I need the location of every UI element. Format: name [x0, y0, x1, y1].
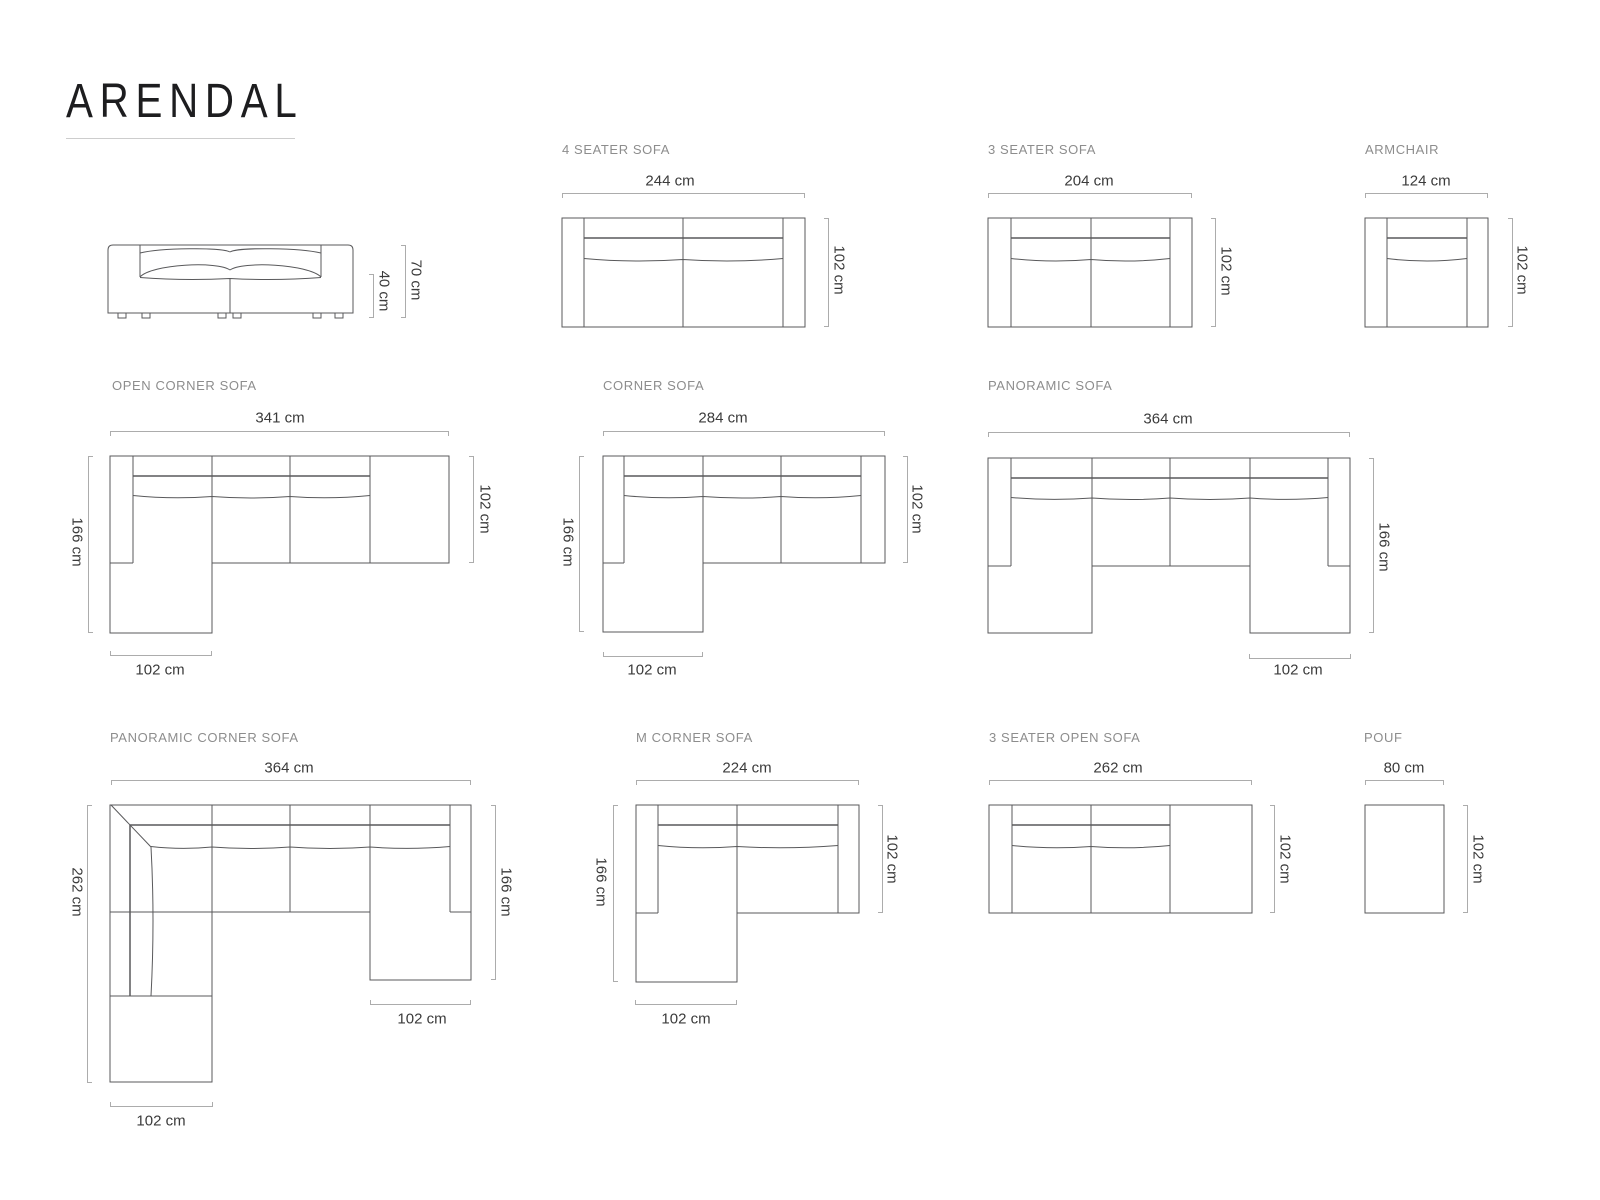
four-seater-title: 4 SEATER SOFA [562, 142, 670, 157]
open-corner-sofa-drawing [110, 456, 449, 633]
side-view-seat-height-label: 40 cm [375, 270, 393, 312]
panoramic-title: PANORAMIC SOFA [988, 378, 1113, 393]
four-seater-depth-label: 102 cm [830, 245, 848, 295]
page-title: ARENDAL [66, 75, 304, 128]
panoramic-corner-chaise-right-label: 102 cm [397, 1010, 447, 1028]
panoramic-corner-chaise-right-dim-line [370, 1004, 471, 1005]
pouf-drawing [1365, 805, 1444, 913]
m-corner-title: M CORNER SOFA [636, 730, 753, 745]
four-seater-depth-dim-line [828, 218, 829, 327]
corner-width-label: 284 cm [698, 409, 748, 427]
panoramic-corner-sofa-drawing [110, 805, 471, 1082]
corner-sofa-drawing [603, 456, 885, 632]
m-corner-chaise-label: 102 cm [661, 1010, 711, 1028]
open-corner-width-label: 341 cm [255, 409, 305, 427]
sofa-side-view-drawing [108, 245, 353, 318]
three-seater-width-label: 204 cm [1064, 172, 1114, 190]
open-corner-depth-total-label: 166 cm [68, 517, 86, 567]
three-seater-open-depth-label: 102 cm [1276, 834, 1294, 884]
corner-title: CORNER SOFA [603, 378, 705, 393]
three-seater-drawing [988, 218, 1192, 327]
pouf-depth-label: 102 cm [1469, 834, 1487, 884]
corner-depth-total-label: 166 cm [559, 517, 577, 567]
m-corner-width-dim-line [636, 780, 859, 781]
three-seater-open-width-label: 262 cm [1093, 759, 1143, 777]
pouf-title: POUF [1364, 730, 1403, 745]
side-view-total-height-dim-line [405, 245, 406, 318]
corner-depth-label: 102 cm [908, 484, 926, 534]
corner-chaise-label: 102 cm [627, 661, 677, 679]
m-corner-depth-total-dim-line [613, 805, 614, 982]
panoramic-depth-total-dim-line [1373, 458, 1374, 633]
armchair-drawing [1365, 218, 1488, 327]
four-seater-drawing [562, 218, 805, 327]
armchair-title: ARMCHAIR [1365, 142, 1440, 157]
m-corner-chaise-dim-line [635, 1004, 737, 1005]
three-seater-open-sofa-drawing [989, 805, 1252, 913]
open-corner-chaise-label: 102 cm [135, 661, 185, 679]
pouf-depth-dim-line [1467, 805, 1468, 913]
panoramic-corner-length-left-dim-line [87, 805, 88, 1083]
panoramic-corner-width-label: 364 cm [264, 759, 314, 777]
panoramic-corner-width-dim-line [111, 780, 471, 781]
side-view-seat-height-dim-line [373, 274, 374, 318]
armchair-width-dim-line [1365, 193, 1488, 194]
open-corner-width-dim-line [110, 431, 449, 432]
panoramic-chaise-label: 102 cm [1273, 661, 1323, 679]
four-seater-width-dim-line [562, 193, 805, 194]
open-corner-depth-dim-line [473, 456, 474, 563]
m-corner-depth-total-label: 166 cm [592, 857, 610, 907]
open-corner-depth-label: 102 cm [476, 484, 494, 534]
panoramic-corner-chaise-bottom-dim-line [110, 1106, 213, 1107]
armchair-width-label: 124 cm [1401, 172, 1451, 190]
three-seater-depth-dim-line [1215, 218, 1216, 327]
panoramic-corner-depth-right-dim-line [495, 805, 496, 980]
panoramic-chaise-dim-line [1249, 658, 1351, 659]
open-corner-chaise-dim-line [110, 655, 212, 656]
corner-chaise-dim-line [603, 656, 703, 657]
open-corner-title: OPEN CORNER SOFA [112, 378, 257, 393]
m-corner-width-label: 224 cm [722, 759, 772, 777]
panoramic-corner-chaise-bottom-label: 102 cm [136, 1112, 186, 1130]
three-seater-open-depth-dim-line [1274, 805, 1275, 913]
four-seater-width-label: 244 cm [645, 172, 695, 190]
three-seater-depth-label: 102 cm [1217, 246, 1235, 296]
pouf-width-label: 80 cm [1383, 759, 1425, 777]
m-corner-sofa-drawing [636, 805, 859, 982]
three-seater-width-dim-line [988, 193, 1192, 194]
m-corner-depth-label: 102 cm [883, 834, 901, 884]
panoramic-corner-length-left-label: 262 cm [68, 867, 86, 917]
panoramic-width-dim-line [988, 432, 1350, 433]
armchair-depth-label: 102 cm [1513, 245, 1531, 295]
pouf-width-dim-line [1365, 780, 1444, 781]
panoramic-sofa-drawing [988, 458, 1350, 633]
open-corner-depth-total-dim-line [88, 456, 89, 633]
corner-width-dim-line [603, 431, 885, 432]
panoramic-corner-title: PANORAMIC CORNER SOFA [110, 730, 299, 745]
corner-depth-total-dim-line [579, 456, 580, 632]
side-view-total-height-label: 70 cm [407, 259, 425, 301]
panoramic-corner-depth-right-label: 166 cm [497, 867, 515, 917]
three-seater-open-width-dim-line [989, 780, 1252, 781]
three-seater-title: 3 SEATER SOFA [988, 142, 1096, 157]
panoramic-width-label: 364 cm [1143, 410, 1193, 428]
panoramic-depth-total-label: 166 cm [1375, 522, 1393, 572]
three-seater-open-title: 3 SEATER OPEN SOFA [989, 730, 1141, 745]
